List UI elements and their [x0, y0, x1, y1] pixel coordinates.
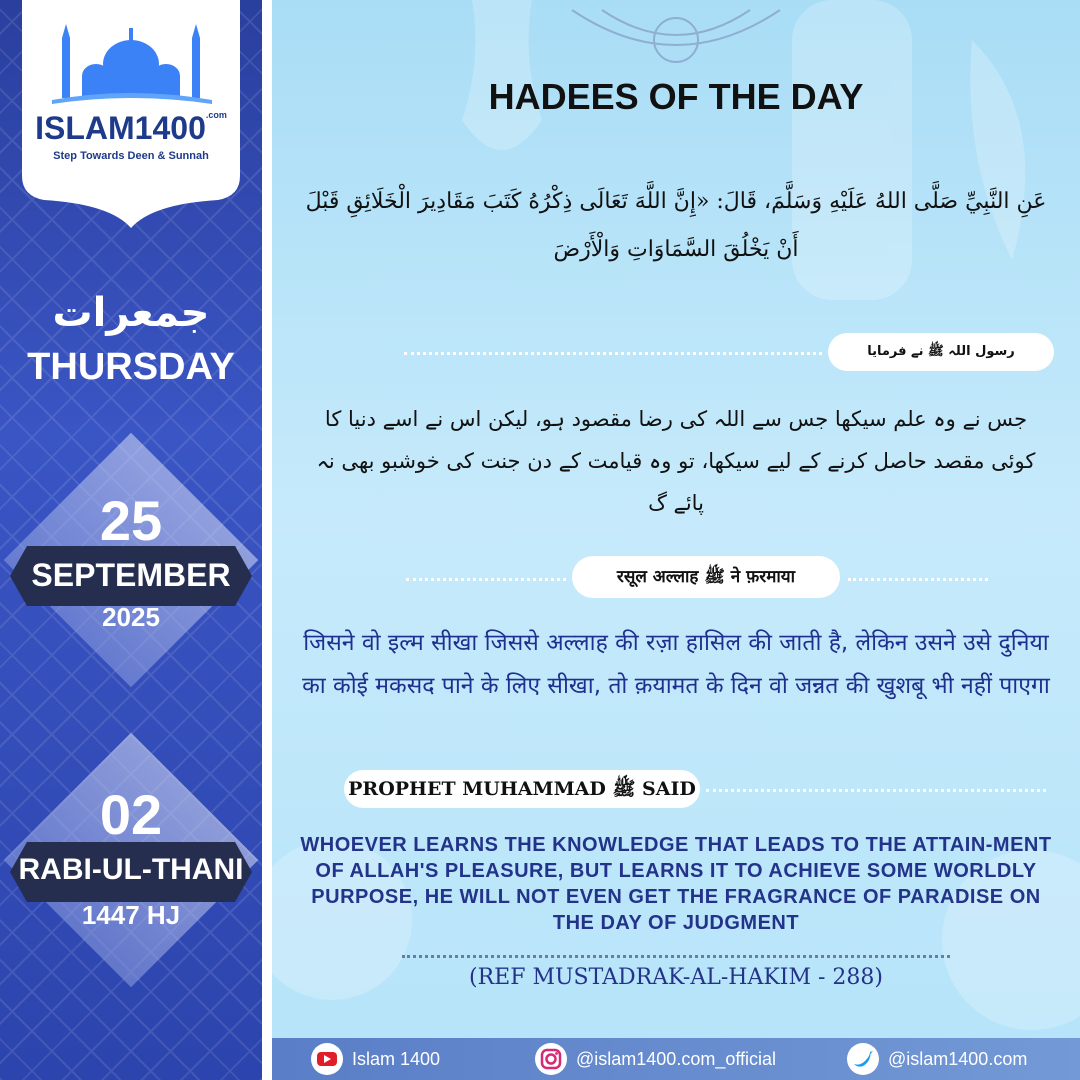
instagram-icon — [534, 1042, 568, 1076]
youtube-label: Islam 1400 — [352, 1048, 441, 1069]
twitter-label: @islam1400.com — [888, 1048, 1028, 1069]
youtube-link[interactable] — [310, 1038, 440, 1080]
divider — [706, 789, 1046, 792]
hijri-month: RABI-UL-THANI — [18, 853, 244, 886]
divider — [402, 955, 950, 958]
hijri-year: 1447 HJ — [81, 900, 181, 930]
logo-badge — [22, 0, 240, 228]
day-urdu: جمعرات — [52, 290, 210, 336]
gregorian-month: SEPTEMBER — [31, 557, 231, 593]
youtube-icon — [310, 1042, 344, 1076]
sidebar — [0, 0, 262, 1080]
instagram-link[interactable] — [534, 1038, 776, 1080]
urdu-translation: جس نے وہ علم سیکھا جس سے اللہ کی رضا مقصود ہو، لیکن اس نے اسے دنیا کا کوئی مقصد حاصل کرنے کے لیے سیکھا، تو وہ قیامت کے دن جنت کی خوشبو بھی نہ پائے گ — [316, 407, 1036, 515]
footer — [272, 1038, 1080, 1080]
hijri-day: 02 — [99, 783, 163, 846]
twitter-icon — [846, 1042, 880, 1076]
reference: (REF MUSTADRAK-AL-HAKIM - 288) — [469, 965, 883, 990]
english-label: PROPHET MUHAMMAD ﷺ SAID — [344, 770, 700, 808]
hindi-translation: जिसने वो इल्म सीखा जिससे अल्लाह की रज़ा हासिल की जाती है, लेकिन उसने उसे दुनिया का कोई मकसद पाने के लिए सीखा, तो क़यामत के दिन वो जन्नत की खुशबू भी नहीं पाएगा — [302, 630, 1050, 699]
arabic-hadith: عَنِ النَّبِيِّ صَلَّى اللهُ عَلَيْهِ وَسَلَّمَ، قَالَ: «إِنَّ اللَّهَ تَعَالَى ذِكْرُهُ كَتَبَ مَقَادِيرَ الْخَلَائِقِ قَبْلَ أَنْ يَخْلُقَ السَّمَاوَاتِ وَالْأَرْضَ — [305, 189, 1047, 262]
main-panel — [272, 0, 1080, 1038]
divider — [848, 578, 988, 581]
english-translation: WHOEVER LEARNS THE KNOWLEDGE THAT LEADS TO THE ATTAIN-MENT OF ALLAH'S PLEASURE, BUT LEARNS IT TO ACHIEVE SOME WORLDLY PURPOSE, HE WILL NOT EVEN GET THE FRAGRANCE OF PARADISE ON THE DAY OF JUDGMENT — [300, 834, 1052, 934]
urdu-label: رسول اللہ ﷺ نے فرمایا — [828, 333, 1054, 371]
gregorian-day: 25 — [99, 489, 163, 552]
instagram-label: @islam1400.com_official — [576, 1048, 777, 1069]
divider-strip — [262, 0, 272, 1080]
page-title: HADEES OF THE DAY — [488, 76, 864, 117]
hindi-label: रसूल अल्लाह ﷺ ने फ़रमाया — [572, 556, 840, 598]
twitter-link[interactable] — [846, 1038, 1027, 1080]
logo-tagline: Step Towards Deen & Sunnah — [53, 150, 209, 162]
divider — [406, 578, 566, 581]
divider — [404, 352, 822, 355]
day-english: THURSDAY — [27, 346, 235, 388]
gregorian-year: 2025 — [102, 602, 160, 632]
logo-title: $ISLAM1400^{.com}$ — [35, 110, 227, 146]
